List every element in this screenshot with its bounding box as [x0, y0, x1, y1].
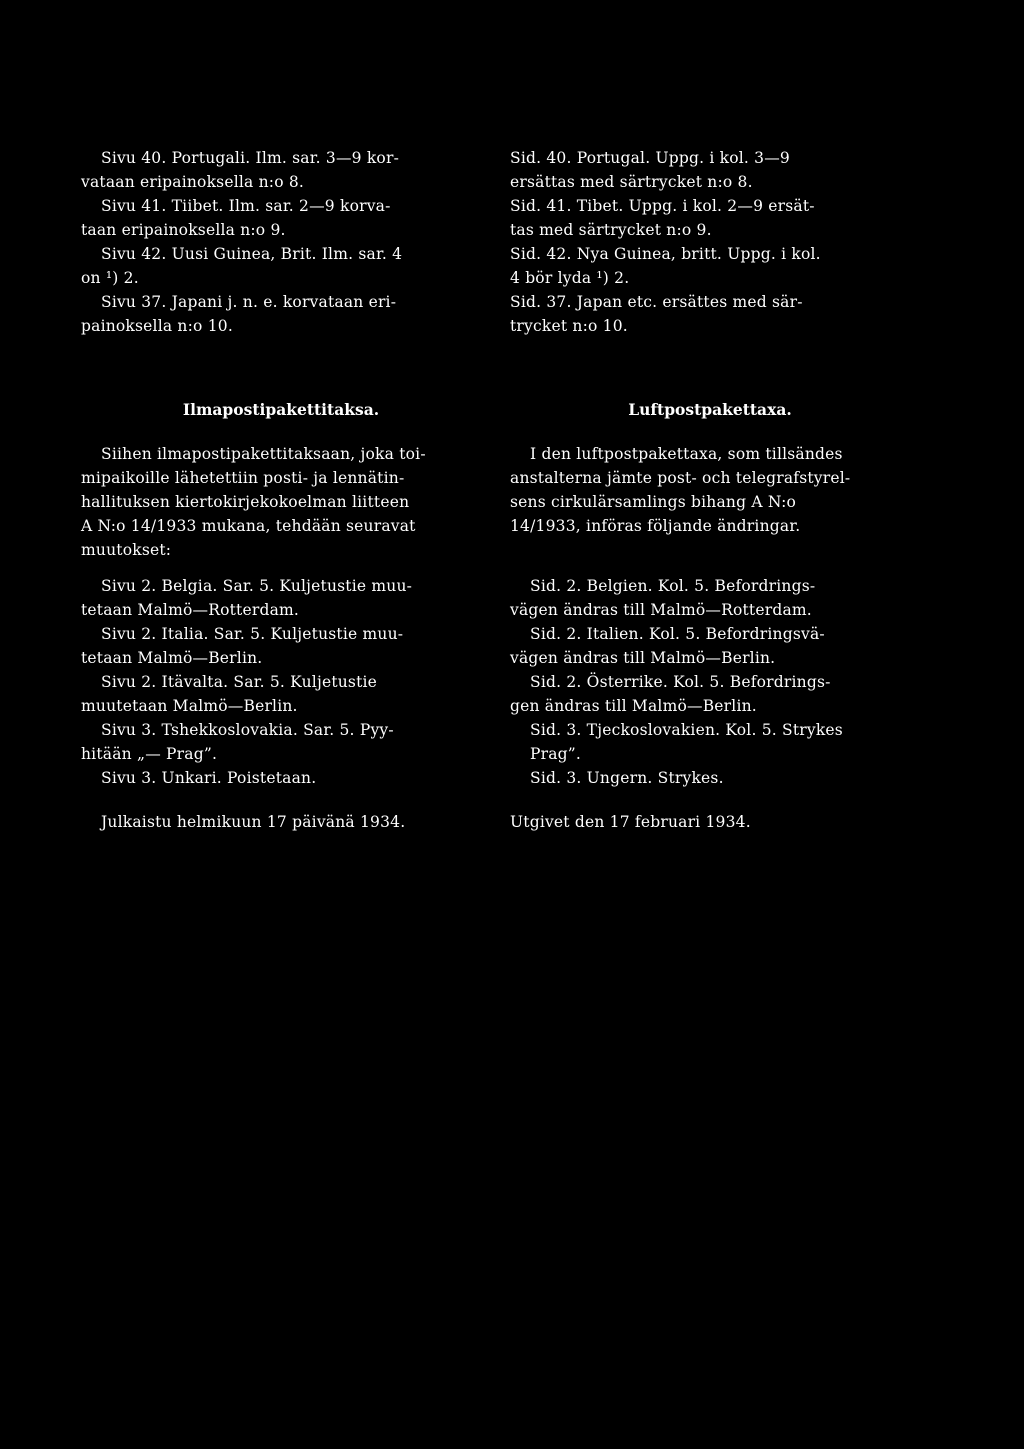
correction-line: Sid. 37. Japan etc. ersättes med sär-: [510, 293, 803, 311]
change-line: tetaan Malmö—Berlin.: [81, 649, 263, 667]
intro-line: Siihen ilmapostipakettitaksaan, joka toi-: [101, 445, 426, 463]
finnish-corrections: [81, 146, 481, 354]
change-line: tetaan Malmö—Rotterdam.: [81, 601, 300, 619]
change-line: Sivu 2. Belgia. Sar. 5. Kuljetustie muu-: [101, 577, 413, 595]
correction-line: Sid. 42. Nya Guinea, britt. Uppg. i kol.: [510, 245, 821, 263]
swedish-corrections: [510, 146, 910, 354]
change-line: hitään „— Prag”.: [81, 745, 218, 763]
intro-line: hallituksen kiertokirjekokoelman liitteen: [81, 493, 410, 511]
correction-line: Sivu 37. Japani j. n. e. korvataan eri-: [101, 293, 397, 311]
correction-line: trycket n:o 10.: [510, 317, 628, 335]
finnish-intro: [81, 442, 481, 562]
correction-line: Sivu 40. Portugali. Ilm. sar. 3—9 kor-: [101, 149, 400, 167]
swedish-publication-date: Utgivet den 17 februari 1934.: [510, 813, 751, 831]
change-line: Sid. 3. Tjeckoslovakien. Kol. 5. Strykes: [530, 721, 843, 739]
correction-line: Sivu 42. Uusi Guinea, Brit. Ilm. sar. 4: [101, 245, 403, 263]
finnish-publication-date: Julkaistu helmikuun 17 päivänä 1934.: [101, 813, 406, 831]
swedish-intro: [510, 442, 910, 538]
change-line: muutetaan Malmö—Berlin.: [81, 697, 298, 715]
correction-line: Sid. 41. Tibet. Uppg. i kol. 2—9 ersät-: [510, 197, 815, 215]
change-line: Sivu 3. Tshekkoslovakia. Sar. 5. Pyy-: [101, 721, 394, 739]
swedish-changes: [510, 574, 910, 790]
change-line: gen ändras till Malmö—Berlin.: [510, 697, 757, 715]
correction-line: painoksella n:o 10.: [81, 317, 233, 335]
intro-line: I den luftpostpakettaxa, som tillsändes: [530, 445, 843, 463]
swedish-heading: Luftpostpakettaxa.: [628, 400, 792, 419]
correction-line: Sid. 40. Portugal. Uppg. i kol. 3—9: [510, 149, 790, 167]
correction-line: taan eripainoksella n:o 9.: [81, 221, 286, 239]
change-line: vägen ändras till Malmö—Rotterdam.: [510, 601, 812, 619]
finnish-changes: [81, 574, 481, 790]
intro-line: muutokset:: [81, 541, 172, 559]
finnish-heading: Ilmapostipakettitaksa.: [182, 400, 380, 419]
change-line: Prag”.: [530, 745, 582, 763]
intro-line: A N:o 14/1933 mukana, tehdään seuravat: [81, 517, 416, 535]
correction-line: tas med särtrycket n:o 9.: [510, 221, 712, 239]
correction-line: Sivu 41. Tiibet. Ilm. sar. 2—9 korva-: [101, 197, 391, 215]
change-line: Sivu 2. Itävalta. Sar. 5. Kuljetustie: [101, 673, 378, 691]
finnish-column: [81, 146, 481, 834]
intro-line: mipaikoille lähetettiin posti- ja lennätin-: [81, 469, 405, 487]
swedish-column: [510, 146, 910, 834]
change-line: Sid. 2. Österrike. Kol. 5. Befordrings-: [530, 673, 831, 691]
change-line: Sid. 2. Italien. Kol. 5. Befordringsvä-: [530, 625, 825, 643]
change-line: Sid. 2. Belgien. Kol. 5. Befordrings-: [530, 577, 816, 595]
intro-line: anstalterna jämte post- och telegrafstyrel-: [510, 469, 851, 487]
change-line: Sivu 3. Unkari. Poistetaan.: [101, 769, 317, 787]
correction-line: ersättas med särtrycket n:o 8.: [510, 173, 753, 191]
change-line: Sid. 3. Ungern. Strykes.: [530, 769, 724, 787]
intro-line: 14/1933, införas följande ändringar.: [510, 517, 801, 535]
change-line: Sivu 2. Italia. Sar. 5. Kuljetustie muu-: [101, 625, 404, 643]
change-line: vägen ändras till Malmö—Berlin.: [510, 649, 776, 667]
intro-line: sens cirkulärsamlings bihang A N:o: [510, 493, 797, 511]
correction-line: on ¹) 2.: [81, 269, 139, 287]
correction-line: 4 bör lyda ¹) 2.: [510, 269, 630, 287]
correction-line: vataan eripainoksella n:o 8.: [81, 173, 305, 191]
